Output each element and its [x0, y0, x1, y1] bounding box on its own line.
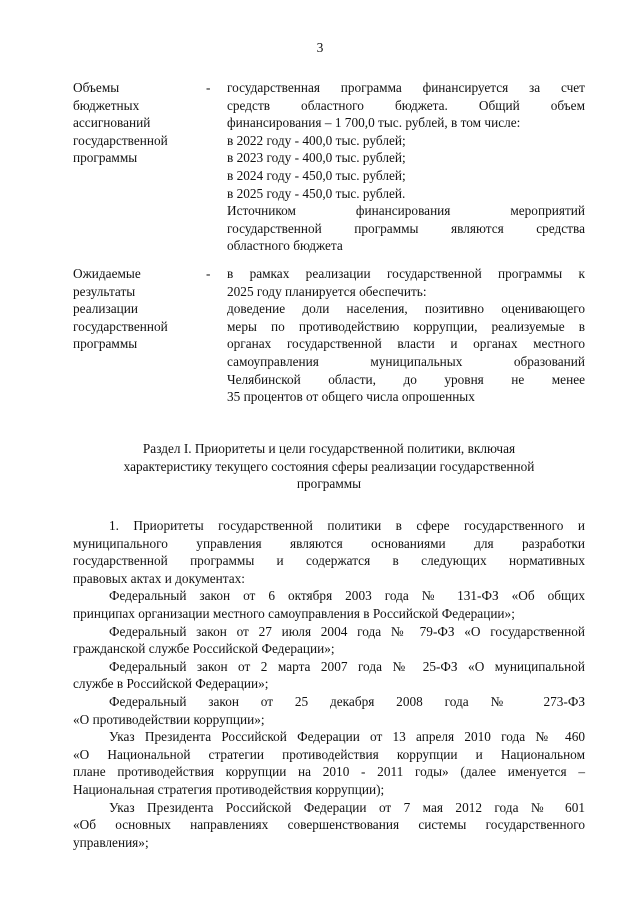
body-line: «Об основных направлениях совершенствования системы государственного	[73, 817, 585, 833]
content-line: меры по противодействию коррупции, реализуемые в	[227, 318, 585, 334]
content-line: 2025 году планируется обеспечить:	[227, 283, 427, 299]
content-line: финансирования – 1 700,0 тыс. рублей, в том числе:	[227, 115, 521, 131]
label-line: Объемы	[73, 80, 120, 95]
content-line: Челябинской области, до уровня не менее	[227, 371, 585, 387]
content-line: органах государственной власти и органах местного	[227, 336, 585, 352]
passport-label-budget	[73, 79, 206, 167]
body-line: принципах организации местного самоуправления в Российской Федерации»;	[73, 605, 515, 621]
body-line: правовых актах и документах:	[73, 570, 245, 586]
body-line: Национальная стратегия противодействия коррупции);	[73, 781, 385, 797]
label-line: реализации	[73, 301, 138, 317]
label-line: программы	[73, 336, 138, 352]
passport-dash: -	[206, 266, 211, 281]
label-line: бюджетных	[73, 97, 140, 113]
body-line: Указ Президента Российской Федерации от 13 апреля 2010 года № 460	[109, 729, 585, 745]
body-line: муниципального управления являются основаниями для разработки	[73, 535, 585, 551]
passport-row-results	[73, 265, 585, 406]
section-title-line: характеристику текущего состояния сферы реализации государственной	[123, 458, 535, 474]
content-line: 35 процентов от общего числа опрошенных	[227, 389, 475, 405]
passport-dash: -	[206, 80, 211, 95]
body-line: гражданской службе Российской Федерации»;	[73, 641, 335, 657]
body-line: Указ Президента Российской Федерации от 7 мая 2012 года № 601	[109, 799, 585, 815]
label-line: результаты	[73, 283, 136, 299]
label-line: программы	[73, 150, 138, 166]
body-line: Федеральный закон от 27 июля 2004 года № 79-ФЗ «О государственной	[109, 623, 585, 639]
body-line: Федеральный закон от 25 декабря 2008 года № 273-ФЗ	[109, 693, 585, 709]
body-line: управления»;	[73, 834, 149, 850]
content-line: в 2022 году - 400,0 тыс. рублей;	[227, 132, 406, 148]
page-number: 3	[316, 40, 324, 55]
content-line: средств областного бюджета. Общий объем	[227, 97, 585, 113]
content-line: государственной программы являются средства	[227, 220, 585, 236]
content-line: в 2025 году - 450,0 тыс. рублей.	[227, 185, 406, 201]
content-line: доведение доли населения, позитивно оценивающего	[227, 301, 585, 317]
content-line: областного бюджета	[227, 238, 343, 254]
content-line: в рамках реализации государственной программы к	[227, 266, 585, 281]
passport-content-budget	[227, 79, 585, 255]
content-line: Источником финансирования мероприятий	[227, 203, 585, 219]
section-title-line: программы	[296, 476, 362, 492]
body-line: государственной программы и содержатся в следующих нормативных	[73, 553, 585, 569]
label-line: государственной	[73, 318, 168, 334]
passport-label-results	[73, 265, 206, 353]
content-line: в 2023 году - 400,0 тыс. рублей;	[227, 150, 406, 166]
body-line: Федеральный закон от 6 октября 2003 года № 131-ФЗ «Об общих	[109, 588, 585, 604]
body-text	[73, 517, 585, 851]
content-line: в 2024 году - 450,0 тыс. рублей;	[227, 167, 406, 183]
passport-content-results	[227, 265, 585, 406]
label-line: Ожидаемые	[73, 266, 141, 281]
body-line: «О Национальной стратегии противодействия коррупции и Национальном	[73, 746, 585, 762]
label-line: государственной	[73, 132, 168, 148]
body-line: Федеральный закон от 2 марта 2007 года № 25-ФЗ «О муниципальной	[109, 658, 585, 674]
body-line: «О противодействии коррупции»;	[73, 711, 265, 727]
passport-row-budget	[73, 79, 585, 255]
content-line: самоуправления муниципальных образований	[227, 353, 585, 369]
body-line: 1. Приоритеты государственной политики в сфере государственного и	[109, 518, 585, 533]
label-line: ассигнований	[73, 115, 151, 131]
body-line: плане противодействия коррупции на 2010 - 2011 годы» (далее именуется –	[73, 764, 585, 780]
body-line: службе в Российской Федерации»;	[73, 676, 269, 692]
section-title-line: Раздел I. Приоритеты и цели государственной политики, включая	[142, 441, 516, 456]
content-line: государственная программа финансируется за счет	[227, 80, 585, 95]
section-title	[73, 440, 585, 493]
